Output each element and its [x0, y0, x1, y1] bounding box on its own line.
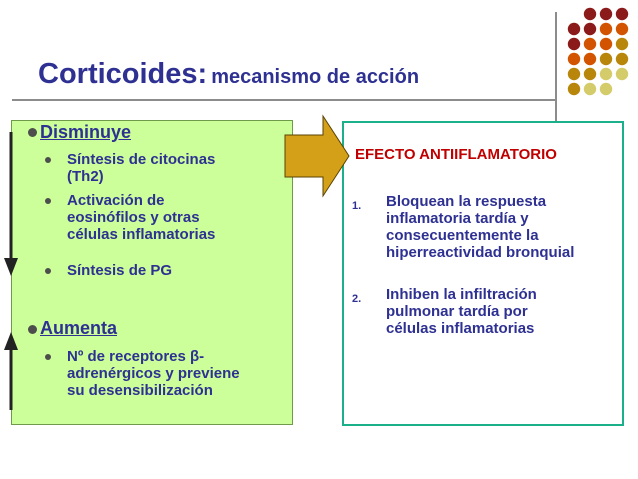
effect-item-inhiben: [386, 286, 616, 337]
decorative-dot: [584, 8, 596, 20]
item-line: eosinófilos y otras: [67, 209, 200, 226]
decorative-dot: [584, 23, 596, 35]
item-line: Síntesis de PG: [67, 262, 173, 279]
decrease-down-arrow-icon: [4, 130, 18, 278]
bullet-disminuye: [28, 128, 37, 137]
decorative-vertical-line: [555, 12, 557, 130]
decorative-dot: [600, 38, 612, 50]
decorative-dot: [616, 8, 628, 20]
decrease-item-pg: [67, 262, 287, 279]
decorative-dot: [600, 8, 612, 20]
decorative-dot: [584, 53, 596, 65]
right-block-arrow-icon: [283, 114, 351, 198]
decorative-dot: [568, 38, 580, 50]
bullet-item: [45, 198, 51, 204]
item-line: Activación de: [67, 192, 165, 209]
increase-heading: Aumenta: [40, 318, 118, 338]
increase-up-arrow-icon: [4, 332, 18, 412]
item-number: 1.: [352, 200, 362, 212]
decorative-dot: [584, 68, 596, 80]
item-line: células inflamatorias: [386, 320, 535, 337]
item-line: consecuentemente la: [386, 227, 539, 244]
title-underline: [12, 99, 557, 101]
item-line: Inhiben la infiltración: [386, 286, 537, 303]
bullet-aumenta: [28, 325, 37, 334]
title-suffix: mecanismo de acción: [211, 66, 420, 88]
item-line: células inflamatorias: [67, 226, 216, 243]
bullet-item: [45, 354, 51, 360]
decrease-item-eosinofilos: [67, 192, 287, 243]
decorative-dot: [616, 23, 628, 35]
decorative-dot: [600, 53, 612, 65]
effect-item-bloquean: [386, 193, 616, 261]
title-main: Corticoides:: [38, 58, 208, 90]
decrease-item-citocinas: [67, 151, 287, 185]
decorative-dot: [600, 23, 612, 35]
decorative-dot: [616, 68, 628, 80]
decorative-dot-grid: [566, 6, 638, 98]
item-line: Bloquean la respuesta: [386, 193, 547, 210]
item-line: hiperreactividad bronquial: [386, 244, 575, 261]
item-line: Síntesis de citocinas: [67, 151, 216, 168]
decorative-dot: [584, 83, 596, 95]
item-line: pulmonar tardía por: [386, 303, 528, 320]
decorative-dot: [600, 68, 612, 80]
decorative-dot: [584, 38, 596, 50]
effect-heading: EFECTO ANTIIFLAMATORIO: [355, 146, 557, 163]
bullet-item: [45, 157, 51, 163]
item-number: 2.: [352, 293, 362, 305]
decorative-dot: [600, 83, 612, 95]
decorative-dot: [616, 38, 628, 50]
decorative-dot: [616, 53, 628, 65]
decorative-dot: [568, 53, 580, 65]
decorative-dot: [568, 83, 580, 95]
item-line: su desensibilización: [67, 382, 213, 399]
decorative-dot: [568, 23, 580, 35]
page-title: [38, 58, 419, 91]
item-line: Nº de receptores β-: [67, 348, 205, 365]
bullet-item: [45, 268, 51, 274]
item-line: (Th2): [67, 168, 104, 185]
decorative-dot: [568, 68, 580, 80]
decrease-heading: Disminuye: [40, 122, 132, 142]
right-effect-box: [342, 121, 624, 426]
item-line: adrenérgicos y previene: [67, 365, 240, 382]
increase-item-receptores: [67, 348, 287, 399]
item-line: inflamatoria tardía y: [386, 210, 529, 227]
